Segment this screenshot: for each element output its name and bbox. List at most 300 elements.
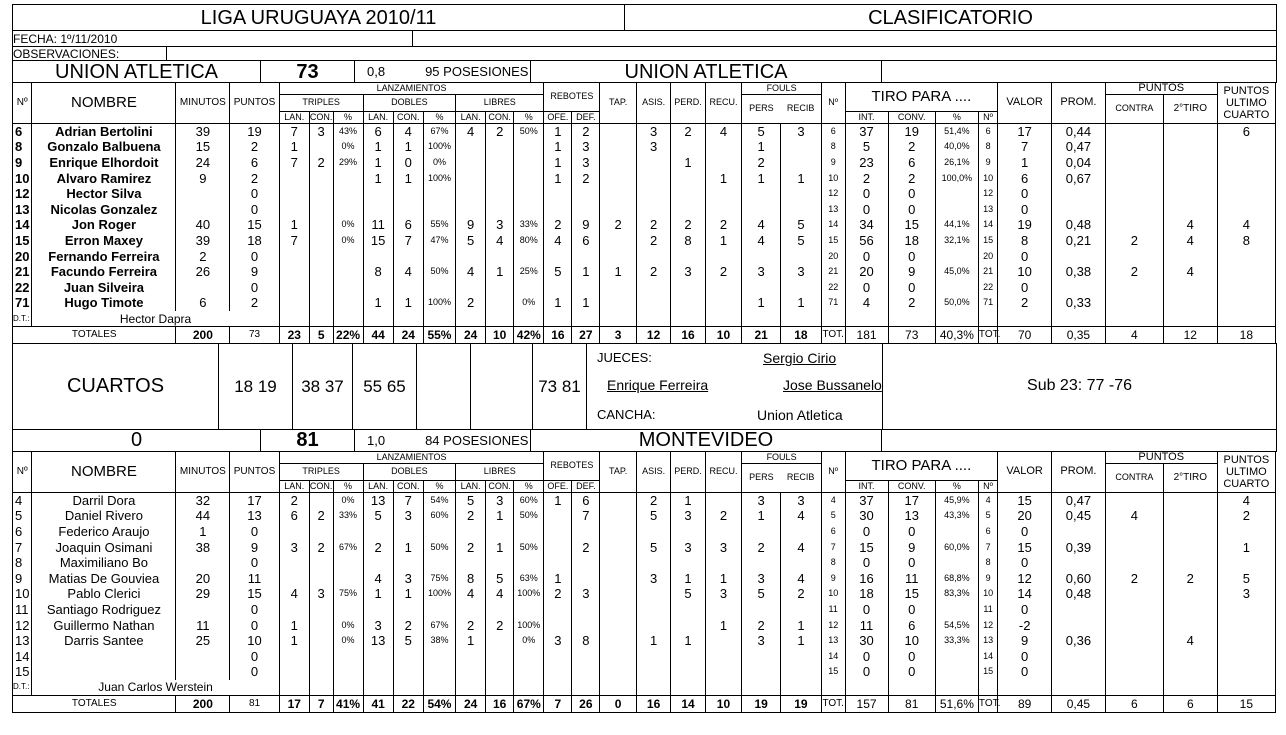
player-cell [544, 508, 572, 524]
player-name: Hector Silva [32, 186, 176, 202]
player-cell: 1 [742, 170, 781, 186]
player-cell: 4 [780, 539, 821, 555]
player-cell [1163, 555, 1217, 571]
player-name: Darris Santee [32, 633, 176, 649]
player-cell: 1 [671, 570, 705, 586]
player-cell: 43% [333, 123, 363, 139]
player-cell: 2 [486, 617, 514, 633]
player-name: Adrian Bertolini [32, 123, 176, 139]
player-cell: 60% [514, 492, 544, 508]
player-cell: 7 [279, 155, 309, 171]
player-cell [1105, 664, 1163, 680]
player-cell: 2 [845, 170, 888, 186]
totals-row [13, 696, 1276, 713]
player-cell [363, 186, 393, 202]
player-cell [456, 248, 486, 264]
player-cell: 3 [572, 139, 600, 155]
player-cell [1163, 524, 1217, 540]
hdr-puntos: PUNTOS [230, 451, 279, 492]
player-cell [544, 555, 572, 571]
total-cell: 10 [705, 696, 742, 713]
player-cell: 2 [279, 492, 309, 508]
player-cell: 2 [636, 217, 670, 233]
total-cell: 24 [393, 327, 423, 344]
player-cell [456, 648, 486, 664]
player-cell [671, 139, 705, 155]
player-cell: 1 [456, 633, 486, 649]
player-cell: 11 [176, 617, 230, 633]
total-cell: 40,3% [935, 327, 978, 344]
player-cell: 0 [845, 524, 888, 540]
player-cell: 2 [780, 586, 821, 602]
player-cell [176, 280, 230, 296]
player-cell: 4 [1163, 264, 1217, 280]
player-cell [1052, 648, 1106, 664]
tot-label: TOT. [978, 696, 997, 713]
team1-right-name: UNION ATLETICA [531, 61, 882, 83]
player-cell: 2 [456, 617, 486, 633]
tot-label: TOT. [978, 327, 997, 344]
player-cell [935, 202, 978, 218]
player-cell: 15 [998, 492, 1052, 508]
team1-posesiones: 95 [425, 64, 440, 79]
player-cell: 13 [978, 633, 997, 649]
hdr-rebotes: REBOTES [544, 451, 600, 480]
hdr-recu: RECU. [705, 451, 742, 492]
total-cell: 70 [998, 327, 1052, 344]
player-cell: 2 [742, 617, 781, 633]
player-cell: 39 [176, 123, 230, 139]
player-cell: 0 [888, 602, 935, 618]
player-cell [742, 524, 781, 540]
player-cell [363, 248, 393, 264]
player-cell [600, 555, 637, 571]
league-title: LIGA URUGUAYA 2010/11 [13, 5, 625, 31]
player-cell [1217, 186, 1275, 202]
player-cell: 17 [230, 492, 279, 508]
player-cell: 0 [998, 602, 1052, 618]
player-cell [309, 264, 333, 280]
player-cell [1163, 492, 1217, 508]
player-name: Fernando Ferreira [32, 248, 176, 264]
player-cell: 45,9% [935, 492, 978, 508]
player-cell: 4 [486, 586, 514, 602]
player-cell: 21 [978, 264, 997, 280]
player-cell: 8 [456, 570, 486, 586]
player-cell: 1 [742, 295, 781, 311]
player-cell: 0% [333, 617, 363, 633]
player-cell: 7 [279, 123, 309, 139]
player-cell [671, 648, 705, 664]
player-cell [514, 248, 544, 264]
total-cell: 200 [176, 696, 230, 713]
hdr-contra: CONTRA [1105, 463, 1163, 492]
player-row [13, 492, 1276, 508]
player-cell: 7 [393, 233, 423, 249]
player-cell: 12 [978, 186, 997, 202]
tot-label: TOT. [821, 696, 845, 713]
player-cell: 5 [780, 233, 821, 249]
player-cell: 1 [393, 539, 423, 555]
player-cell: 55% [423, 217, 455, 233]
player-cell [742, 202, 781, 218]
player-cell: 30 [845, 633, 888, 649]
player-cell: 2 [230, 295, 279, 311]
player-cell [363, 664, 393, 680]
player-name [32, 648, 176, 664]
player-cell [423, 664, 455, 680]
player-cell: 2 [671, 217, 705, 233]
player-cell: 1 [705, 617, 742, 633]
player-cell: 1 [742, 139, 781, 155]
player-cell: 0 [888, 524, 935, 540]
player-cell: 7 [572, 508, 600, 524]
player-cell [309, 248, 333, 264]
player-cell [333, 280, 363, 296]
player-cell [309, 280, 333, 296]
player-cell: 4 [1163, 233, 1217, 249]
player-cell: 13 [978, 202, 997, 218]
player-cell: 3 [393, 570, 423, 586]
player-cell: 18 [230, 233, 279, 249]
hdr-sub-con: CON. [309, 480, 333, 491]
player-cell [1052, 555, 1106, 571]
player-cell: 1 [544, 295, 572, 311]
referee-3: Jose Bussanelo [783, 376, 882, 393]
player-cell: 3 [279, 539, 309, 555]
player-cell: 2 [705, 217, 742, 233]
player-cell [176, 555, 230, 571]
player-cell: 100% [423, 139, 455, 155]
player-cell: 2 [1217, 508, 1275, 524]
hdr-tiro-pct: % [935, 111, 978, 123]
player-cell: 15 [888, 586, 935, 602]
hdr-perd: PERD. [671, 83, 705, 124]
player-cell: 5 [13, 508, 32, 524]
player-cell: 9 [572, 217, 600, 233]
player-cell: 4 [456, 586, 486, 602]
player-cell: 3 [780, 264, 821, 280]
team2-score: 81 [261, 429, 355, 451]
player-cell: 10 [13, 586, 32, 602]
player-cell: 8 [821, 555, 845, 571]
player-cell [1105, 524, 1163, 540]
player-cell: 0,04 [1052, 155, 1106, 171]
player-cell: 8 [13, 555, 32, 571]
player-cell: 6 [821, 524, 845, 540]
hdr-tiro-para: TIRO PARA .... [845, 451, 998, 480]
player-cell: 3 [742, 492, 781, 508]
player-cell: 0 [230, 648, 279, 664]
player-cell [309, 170, 333, 186]
player-cell: 44,1% [935, 217, 978, 233]
player-cell: 1 [998, 155, 1052, 171]
player-cell: 0 [845, 248, 888, 264]
player-cell [636, 155, 670, 171]
player-name: Facundo Ferreira [32, 264, 176, 280]
player-cell: 1 [780, 617, 821, 633]
player-cell: 71 [821, 295, 845, 311]
player-cell: 80% [514, 233, 544, 249]
player-cell [1105, 170, 1163, 186]
player-cell [1105, 555, 1163, 571]
player-cell: 50% [514, 508, 544, 524]
player-cell: 5 [544, 264, 572, 280]
player-cell: 51,4% [935, 123, 978, 139]
player-cell: 3 [363, 617, 393, 633]
player-cell [176, 664, 230, 680]
player-cell [423, 202, 455, 218]
player-cell: 29 [176, 586, 230, 602]
total-cell: 16 [544, 327, 572, 344]
player-cell: 0 [845, 555, 888, 571]
player-cell [705, 602, 742, 618]
player-cell: 7 [998, 139, 1052, 155]
player-cell: 2 [888, 295, 935, 311]
player-cell [456, 524, 486, 540]
player-cell: 5 [456, 233, 486, 249]
hdr-puntos-ultimo: PUNTOS ULTIMO CUARTO [1217, 451, 1275, 492]
hdr-lanzamientos: LANZAMIENTOS [279, 451, 544, 463]
player-cell: 0% [514, 295, 544, 311]
player-cell [486, 602, 514, 618]
team1-header [12, 60, 1277, 83]
player-cell: 7 [821, 539, 845, 555]
player-cell [1105, 123, 1163, 139]
total-cell: 81 [888, 696, 935, 713]
player-cell: 25 [176, 633, 230, 649]
player-name: Maximiliano Bo [32, 555, 176, 571]
player-cell: 1 [393, 170, 423, 186]
player-cell [456, 664, 486, 680]
player-cell [780, 664, 821, 680]
player-cell: 0 [888, 186, 935, 202]
player-cell: 1 [393, 586, 423, 602]
player-cell: 1 [363, 139, 393, 155]
player-cell: 1 [780, 295, 821, 311]
hdr-sub-con: CON. [486, 480, 514, 492]
team1-ratio: 0,8 [367, 64, 386, 79]
hdr-nro: Nº [13, 83, 32, 124]
hdr-sub-def: DEF. [572, 480, 600, 492]
player-cell: 4 [821, 492, 845, 508]
player-cell: 0 [230, 248, 279, 264]
observations-row [12, 46, 1277, 61]
player-cell: 18 [888, 233, 935, 249]
player-cell [514, 602, 544, 618]
player-cell: 13 [13, 202, 32, 218]
player-cell [514, 524, 544, 540]
player-cell [1217, 633, 1275, 649]
player-cell [333, 664, 363, 680]
player-cell [1217, 264, 1275, 280]
player-cell: 2 [705, 508, 742, 524]
player-cell: 20 [821, 248, 845, 264]
player-cell: 2 [572, 170, 600, 186]
player-cell: 0 [888, 202, 935, 218]
player-cell [423, 248, 455, 264]
player-cell [333, 170, 363, 186]
player-cell: 3 [636, 570, 670, 586]
player-cell: 0,45 [1052, 508, 1106, 524]
total-cell: 81 [230, 696, 279, 713]
hdr-sub-lan: LAN. [456, 111, 486, 123]
player-cell: 6 [230, 155, 279, 171]
player-cell: 26 [176, 264, 230, 280]
referee-2: Enrique Ferreira [607, 376, 709, 393]
player-cell [705, 280, 742, 296]
player-cell: 13 [230, 508, 279, 524]
player-cell: 2 [705, 264, 742, 280]
dt-label: D.T.: [13, 311, 32, 327]
hdr-asis: ASIS. [636, 83, 670, 124]
player-cell [1163, 295, 1217, 311]
player-cell: 50% [423, 539, 455, 555]
player-cell: 4 [1105, 508, 1163, 524]
team2-left-value: 0 [13, 429, 261, 451]
player-cell: 7 [13, 539, 32, 555]
player-cell [514, 555, 544, 571]
player-cell [780, 155, 821, 171]
phase-title: CLASIFICATORIO [625, 5, 1277, 31]
player-cell: 21 [13, 264, 32, 280]
player-name: Guillermo Nathan [32, 617, 176, 633]
player-row [13, 186, 1276, 202]
player-cell [600, 664, 637, 680]
team2-posesiones: 84 [425, 432, 440, 448]
player-cell [600, 295, 637, 311]
player-cell: 2 [456, 295, 486, 311]
player-cell [636, 555, 670, 571]
player-cell [1052, 280, 1106, 296]
player-cell: 17 [888, 492, 935, 508]
player-cell [1163, 664, 1217, 680]
player-cell [572, 202, 600, 218]
player-cell [279, 202, 309, 218]
player-cell: 4 [13, 492, 32, 508]
player-cell: 4 [845, 295, 888, 311]
player-cell [279, 602, 309, 618]
player-cell [935, 186, 978, 202]
player-cell [309, 186, 333, 202]
player-cell: 5 [636, 508, 670, 524]
player-cell: 5 [821, 508, 845, 524]
player-cell [1105, 139, 1163, 155]
hdr-nro-right: Nº [821, 83, 845, 124]
player-cell [1105, 617, 1163, 633]
player-cell [636, 295, 670, 311]
player-cell [423, 648, 455, 664]
totals-row [13, 327, 1276, 344]
player-cell: 0 [845, 648, 888, 664]
hdr-tiro-para: TIRO PARA .... [845, 83, 998, 112]
player-cell: 0,21 [1052, 233, 1106, 249]
player-cell: 33,3% [935, 633, 978, 649]
player-cell: 6 [363, 123, 393, 139]
player-cell: 20 [13, 248, 32, 264]
player-cell: 9 [456, 217, 486, 233]
player-cell: 1 [279, 633, 309, 649]
player-name [32, 664, 176, 680]
player-cell [600, 648, 637, 664]
player-cell: 2 [393, 617, 423, 633]
player-cell [486, 295, 514, 311]
total-cell: 0 [600, 696, 637, 713]
player-cell [544, 648, 572, 664]
player-cell: 6 [888, 155, 935, 171]
player-cell: 12 [978, 617, 997, 633]
player-cell [780, 648, 821, 664]
player-cell [935, 524, 978, 540]
player-name: Enrique Elhordoit [32, 155, 176, 171]
player-cell: 1 [671, 633, 705, 649]
player-cell [309, 139, 333, 155]
player-cell: 15 [845, 539, 888, 555]
player-cell: 21 [821, 264, 845, 280]
player-cell [1052, 248, 1106, 264]
total-cell: 4 [1105, 327, 1163, 344]
player-cell [279, 648, 309, 664]
player-cell: 12 [821, 617, 845, 633]
hdr-dobles: DOBLES [363, 463, 455, 480]
player-cell: 67% [333, 539, 363, 555]
player-name: Darril Dora [32, 492, 176, 508]
hdr-sub-ofe: OFE. [544, 111, 572, 123]
player-cell: 3 [636, 139, 670, 155]
player-cell [742, 186, 781, 202]
player-cell: 75% [423, 570, 455, 586]
player-cell: 6 [176, 295, 230, 311]
player-cell [636, 617, 670, 633]
player-cell [705, 155, 742, 171]
player-cell: 2 [572, 539, 600, 555]
player-cell [363, 202, 393, 218]
player-cell: 0% [333, 492, 363, 508]
hdr-sub-con: CON. [393, 480, 423, 492]
player-cell: 100% [423, 170, 455, 186]
player-cell: 3 [671, 264, 705, 280]
player-cell: 0 [845, 186, 888, 202]
player-cell [486, 202, 514, 218]
player-row [13, 555, 1276, 571]
player-cell: 13 [821, 202, 845, 218]
hdr-puntos-group: PUNTOS [1105, 83, 1217, 95]
hdr-prom: PROM. [1052, 451, 1106, 492]
player-cell: 5 [671, 586, 705, 602]
player-cell: 71 [978, 295, 997, 311]
player-cell [279, 264, 309, 280]
player-cell: 6 [978, 524, 997, 540]
player-cell: 3 [309, 586, 333, 602]
player-cell: 1 [572, 295, 600, 311]
player-cell [600, 586, 637, 602]
player-cell: 15 [821, 664, 845, 680]
player-cell [1163, 648, 1217, 664]
player-name: Daniel Rivero [32, 508, 176, 524]
player-cell: 4 [363, 570, 393, 586]
player-cell [780, 602, 821, 618]
player-cell [309, 617, 333, 633]
player-cell [600, 139, 637, 155]
player-cell [705, 648, 742, 664]
player-cell: 8 [363, 264, 393, 280]
player-cell: 0 [230, 602, 279, 618]
player-cell [600, 233, 637, 249]
player-cell: 0 [845, 202, 888, 218]
player-cell [1163, 617, 1217, 633]
player-cell: 2 [456, 539, 486, 555]
player-cell [780, 186, 821, 202]
